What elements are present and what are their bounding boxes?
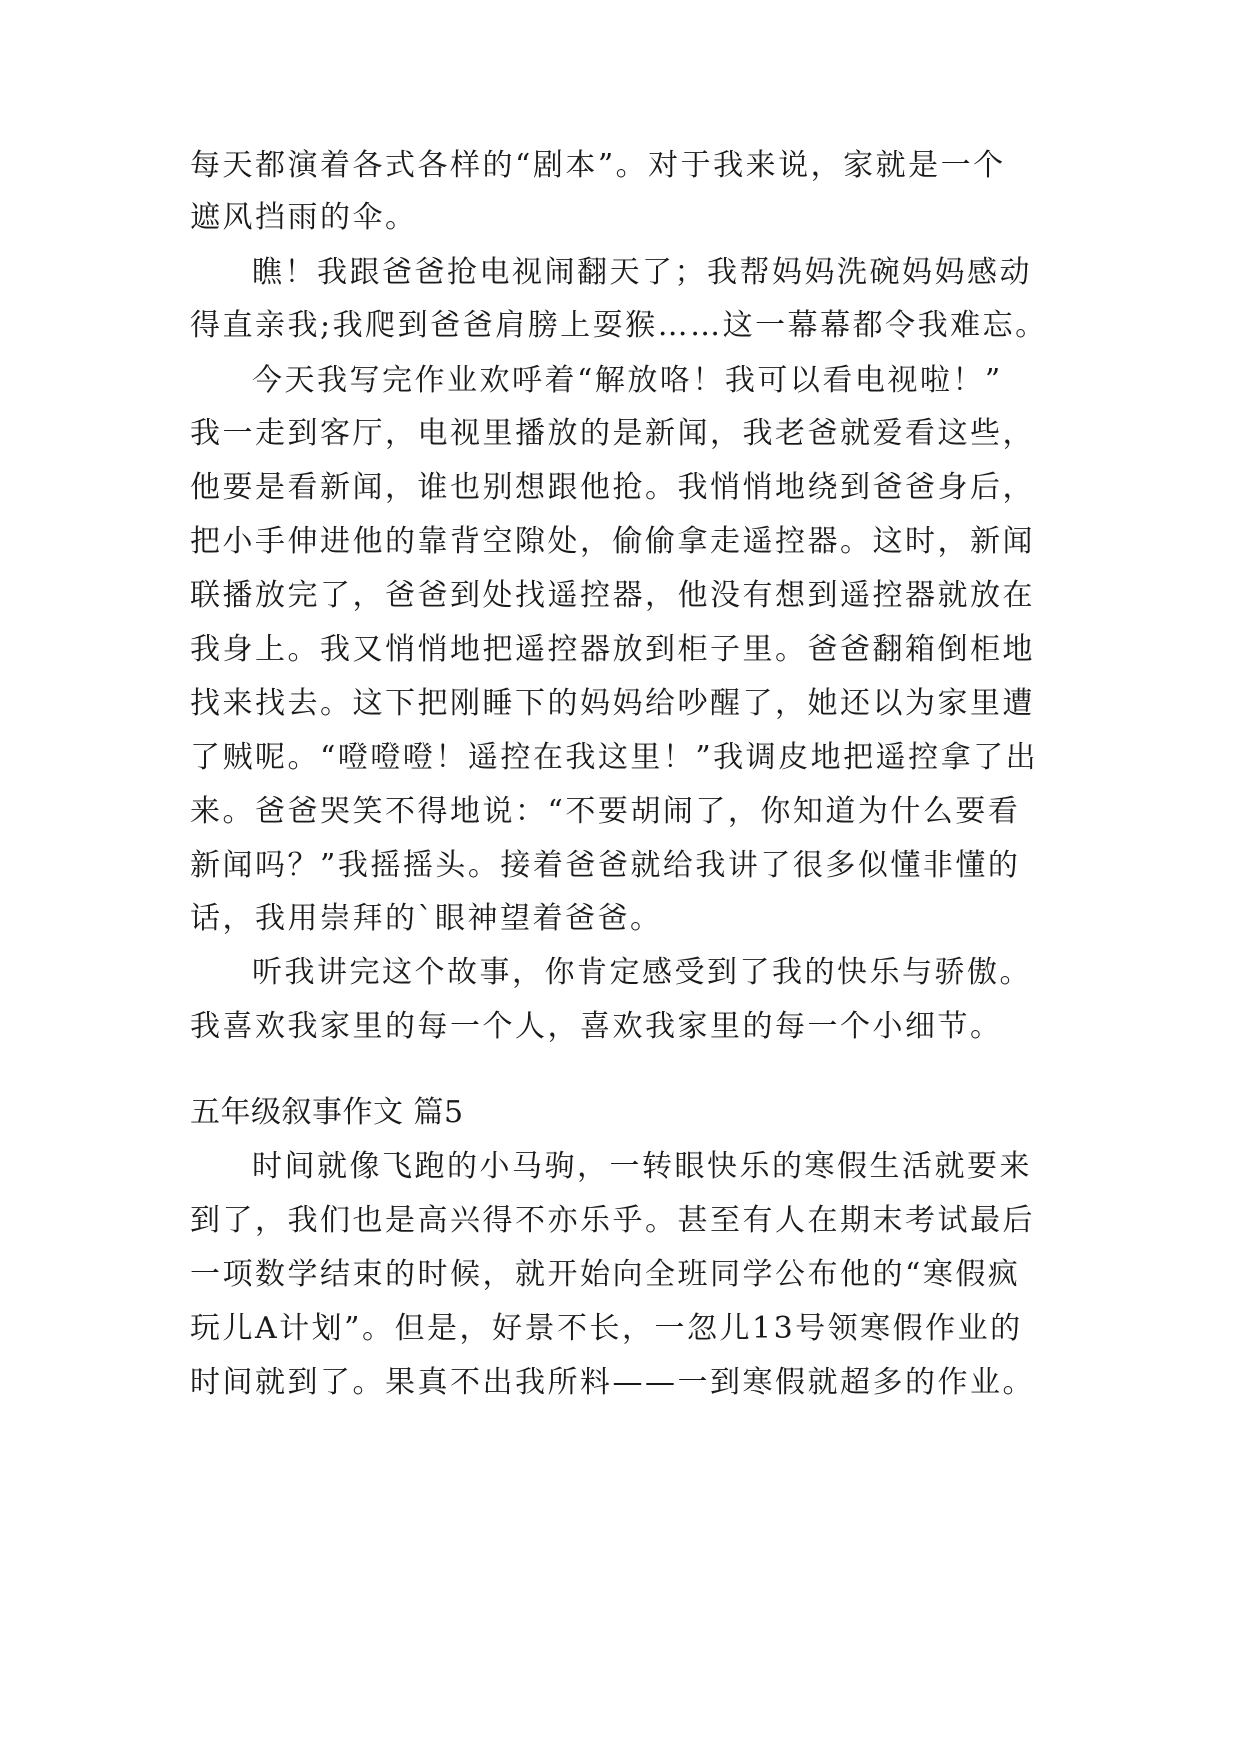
text-line: 一项数学结束的时候，就开始向全班同学公布他的“寒假疯 (190, 1257, 1021, 1292)
text-line: 我身上。我又悄悄地把遥控器放到柜子里。爸爸翻箱倒柜地 (190, 632, 1035, 667)
text-line: 联播放完了，爸爸到处找遥控器，他没有想到遥控器就放在 (190, 578, 1035, 613)
text-line: 我喜欢我家里的每一个人，喜欢我家里的每一个小细节。 (190, 1009, 1003, 1044)
text-line: 了贼呢。“噔噔噔！遥控在我这里！”我调皮地把遥控拿了出 (190, 740, 1039, 775)
text-line: 我一走到客厅，电视里播放的是新闻，我老爸就爱看这些， (190, 416, 1035, 451)
text-line: 他要是看新闻，谁也别想跟他抢。我悄悄地绕到爸爸身后， (190, 470, 1035, 505)
text-line: 时间就到了。果真不出我所料——一到寒假就超多的作业。 (190, 1365, 1035, 1400)
paragraph-start-line: 听我讲完这个故事，你肯定感受到了我的快乐与骄傲。 (252, 955, 1032, 990)
text-line: 话，我用崇拜的`眼神望着爸爸。 (190, 901, 663, 936)
text-line: 新闻吗？”我摇摇头。接着爸爸就给我讲了很多似懂非懂的 (190, 848, 1021, 883)
text-line: 每天都演着各式各样的“剧本”。对于我来说，家就是一个 (190, 148, 1006, 183)
text-line: 来。爸爸哭笑不得地说：“不要胡闹了，你知道为什么要看 (190, 794, 1021, 829)
text-line: 到了，我们也是高兴得不亦乐乎。甚至有人在期末考试最后 (190, 1203, 1035, 1238)
text-line: 遮风挡雨的伞。 (190, 200, 418, 235)
section-heading: 五年级叙事作文 篇5 (190, 1095, 464, 1130)
text-line: 找来找去。这下把刚睡下的妈妈给吵醒了，她还以为家里遭 (190, 686, 1035, 721)
text-line: 得直亲我;我爬到爸爸肩膀上耍猴……这一幕幕都令我难忘。 (190, 308, 1048, 343)
paragraph-start-line: 瞧！我跟爸爸抢电视闹翻天了；我帮妈妈洗碗妈妈感动 (252, 255, 1032, 290)
paragraph-start-line: 今天我写完作业欢呼着“解放咯！我可以看电视啦！” (252, 363, 1003, 398)
paragraph-start-line: 时间就像飞跑的小马驹，一转眼快乐的寒假生活就要来 (252, 1149, 1032, 1184)
text-line: 玩儿A计划”。但是，好景不长，一忽儿13号领寒假作业的 (190, 1311, 1023, 1346)
text-line: 把小手伸进他的靠背空隙处，偷偷拿走遥控器。这时，新闻 (190, 524, 1035, 559)
